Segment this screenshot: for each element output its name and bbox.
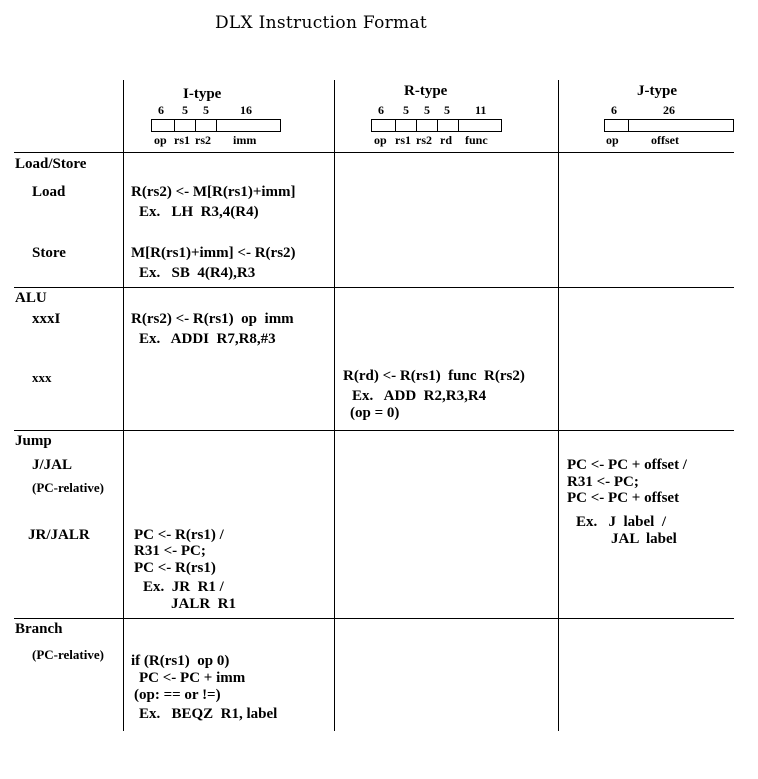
itype-header: I-type: [183, 86, 222, 102]
row-label-xxx: xxx: [32, 370, 52, 385]
jtype-header: J-type: [637, 83, 677, 99]
row-separator-branch: [14, 618, 734, 619]
row-label-load: Load: [32, 184, 66, 200]
itype-field-rs1: rs1: [174, 133, 190, 147]
itype-field-imm: imm: [233, 133, 257, 147]
jtype-format-box: [604, 119, 734, 132]
jjal-jtype-line3: PC <- PC + offset: [567, 490, 680, 506]
rtype-field-op: op: [374, 133, 387, 147]
row-label-store: Store: [32, 245, 66, 261]
xxxi-itype-line2: Ex. ADDI R7,R8,#3: [139, 331, 276, 347]
jtype-width-op: 6: [611, 103, 617, 117]
rtype-field-func: func: [465, 133, 488, 147]
xxx-rtype-line2: Ex. ADD R2,R3,R4: [352, 388, 487, 404]
jtype-field-op: op: [606, 133, 619, 147]
row-sublabel-branch: (PC-relative): [32, 647, 104, 662]
itype-width-rs1: 5: [182, 103, 188, 117]
rtype-field-rs1: rs1: [395, 133, 411, 147]
group-label-loadstore: Load/Store: [15, 156, 87, 172]
page-title: DLX Instruction Format: [215, 13, 428, 33]
branch-itype-line1: if (R(rs1) op 0): [131, 653, 230, 669]
row-sublabel-jjal: (PC-relative): [32, 480, 104, 495]
rtype-header: R-type: [404, 83, 448, 99]
jjal-jtype-line1: PC <- PC + offset /: [567, 457, 687, 473]
jrjalr-itype-line2: R31 <- PC;: [134, 543, 206, 559]
branch-itype-line2: PC <- PC + imm: [139, 670, 246, 686]
jtype-width-offset: 26: [663, 103, 675, 117]
row-separator-jump: [14, 430, 734, 431]
rtype-width-rs2: 5: [424, 103, 430, 117]
xxx-rtype-line1: R(rd) <- R(rs1) func R(rs2): [343, 368, 525, 384]
jrjalr-itype-line5: JALR R1: [171, 596, 237, 612]
rtype-width-rs1: 5: [403, 103, 409, 117]
rtype-width-rd: 5: [444, 103, 450, 117]
itype-width-rs2: 5: [203, 103, 209, 117]
rtype-field-rd: rd: [440, 133, 452, 147]
rtype-field-rs2: rs2: [416, 133, 432, 147]
itype-field-op: op: [154, 133, 167, 147]
rtype-width-op: 6: [378, 103, 384, 117]
column-divider-left: [123, 80, 124, 731]
jrjalr-itype-line4: Ex. JR R1 /: [143, 579, 224, 595]
branch-itype-line4: Ex. BEQZ R1, label: [139, 706, 278, 722]
header-separator: [14, 152, 734, 153]
column-divider-rtype-jtype: [558, 80, 559, 731]
jtype-field-offset: offset: [651, 133, 679, 147]
store-itype-line2: Ex. SB 4(R4),R3: [139, 265, 256, 281]
xxx-rtype-line3: (op = 0): [350, 405, 400, 421]
jrjalr-itype-line1: PC <- R(rs1) /: [134, 527, 224, 543]
row-label-jrjalr: JR/JALR: [28, 527, 90, 543]
jrjalr-itype-line3: PC <- R(rs1): [134, 560, 216, 576]
jjal-jtype-line4: Ex. J label /: [576, 514, 667, 530]
store-itype-line1: M[R(rs1)+imm] <- R(rs2): [131, 245, 296, 261]
group-label-alu: ALU: [15, 290, 47, 306]
jjal-jtype-line2: R31 <- PC;: [567, 474, 639, 490]
row-label-xxxi: xxxI: [32, 311, 61, 327]
jjal-jtype-line5: JAL label: [611, 531, 677, 547]
itype-width-imm: 16: [240, 103, 252, 117]
row-separator-alu: [14, 287, 734, 288]
branch-itype-line3: (op: == or !=): [134, 687, 221, 703]
group-label-jump: Jump: [15, 433, 52, 449]
itype-format-box: [151, 119, 281, 132]
load-itype-line1: R(rs2) <- M[R(rs1)+imm]: [131, 184, 296, 200]
rtype-format-box: [371, 119, 502, 132]
load-itype-line2: Ex. LH R3,4(R4): [139, 204, 259, 220]
rtype-width-func: 11: [475, 103, 487, 117]
row-label-jjal: J/JAL: [32, 457, 73, 473]
itype-width-op: 6: [158, 103, 164, 117]
itype-field-rs2: rs2: [195, 133, 211, 147]
xxxi-itype-line1: R(rs2) <- R(rs1) op imm: [131, 311, 294, 327]
group-label-branch: Branch: [15, 621, 63, 637]
column-divider-itype-rtype: [334, 80, 335, 731]
